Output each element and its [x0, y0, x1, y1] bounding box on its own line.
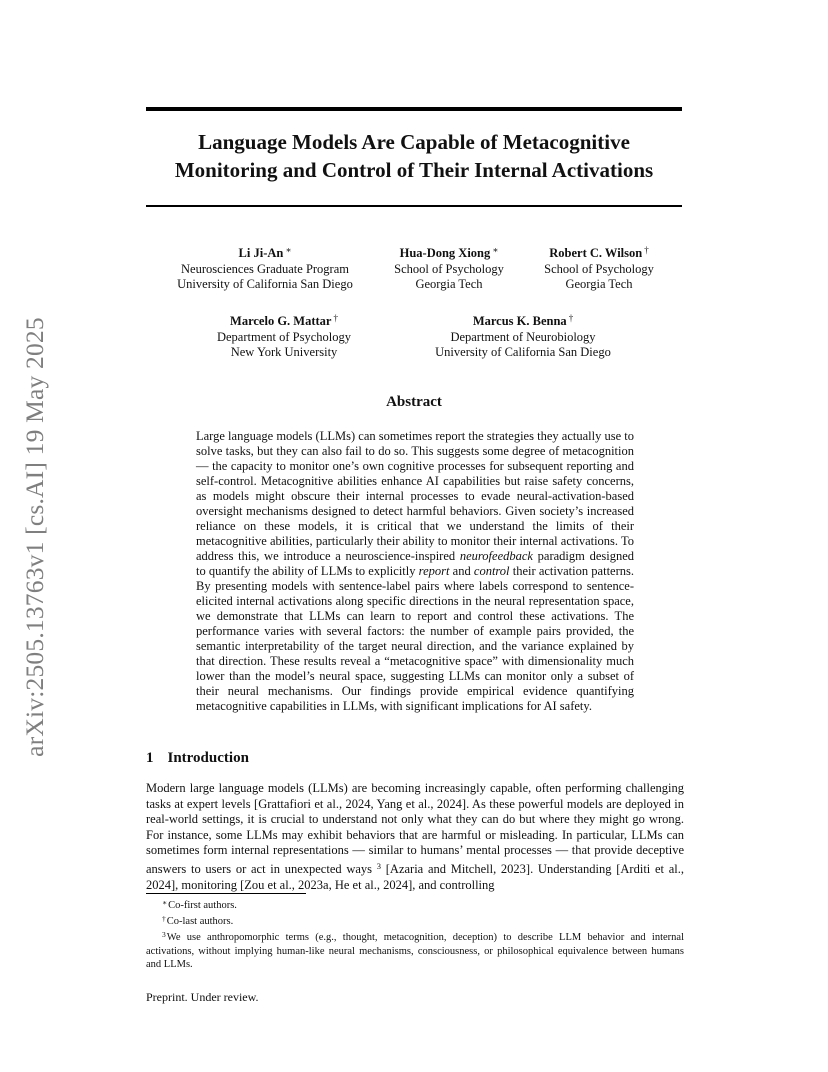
footnote-text: We use anthropomorphic terms (e.g., thought, metacognition, deception) to describe LLM behavior and internal activations, without implying human-like neural mechanisms, consciousness, or philosophical equivalence between humans and LLMs.	[146, 932, 684, 970]
section-heading-introduction	[146, 750, 249, 767]
author-department: Department of Psychology	[216, 329, 351, 344]
introduction-paragraph	[146, 781, 684, 893]
preprint-notice: Preprint. Under review.	[146, 990, 259, 1004]
title-line-1: Language Models Are Capable of Metacognitive	[198, 130, 630, 154]
abstract-part-3: and	[449, 564, 474, 578]
intro-text-1: Modern large language models (LLMs) are becoming increasingly capable, often performing challenging tasks at expert levels [Grattafiori et al., 2024, Yang et al., 2024]. As these powerful models are deployed in real-world settings, it is crucial to understand not only what they can do but where they might go wrong. For instance, some LLMs may exhibit behaviors that are harmful or misleading. In particular, LLMs can sometimes form internal representations — similar to humans’ mental processes — that provide deceptive answers to users or act in unexpected ways	[146, 781, 684, 876]
author-name: Robert C. Wilson	[549, 246, 643, 260]
paper-title	[146, 128, 682, 184]
footnote-rule	[146, 893, 306, 894]
author-institution: University of California San Diego	[177, 277, 353, 291]
author-department: Department of Neurobiology	[450, 329, 596, 344]
section-title: Introduction	[167, 750, 249, 766]
author-department: Neurosciences Graduate Program	[181, 261, 349, 276]
abstract-text	[196, 429, 634, 714]
title-top-rule	[146, 107, 682, 111]
author-mark: ∗	[285, 245, 292, 255]
section-number: 1	[146, 750, 154, 766]
footnote-co-first	[146, 896, 684, 912]
arxiv-stamp-text: arXiv:2505.13763v1 [cs.AI] 19 May 2025	[20, 317, 49, 757]
author-department: School of Psychology	[394, 261, 504, 276]
footnote-text: Co-last authors.	[166, 916, 234, 928]
author-mark: †	[333, 313, 338, 323]
author-mark: ∗	[492, 245, 499, 255]
title-bottom-rule	[146, 205, 682, 207]
abstract-part-4: their activation patterns. By presenting models with sentence-label pairs where labels correspond to sentence-elicited internal activations along specific directions in the neural representation space, we demonstrate that LLMs can learn to report and control these activations. The performance varies with several factors: the number of example pairs provided, the semantic interpretability of the target neural direction, and the variance explained by that direction. These results reveal a “metacognitive space” with dimensionality much lower than the model’s neural space, suggesting LLMs can monitor only a subset of their neural mechanisms. Our findings provide empirical evidence quantifying metacognitive capabilities in LLMs, with significant implications for AI safety.	[196, 564, 634, 713]
author-block-robert-c-wilson	[528, 243, 670, 293]
abstract-part-2: paradigm designed to quantify the ability of LLMs to explicitly	[196, 549, 635, 578]
abstract-part-1: Large language models (LLMs) can sometimes report the strategies they actually use to solve tasks, but they can also fail to do so. This suggests some degree of metacognition — the capacity to monitor one’s own cognitive processes for subsequent reporting and self-control. Metacognitive abilities enhance AI capabilities but raise safety concerns, as models might obscure their internal processes to evade neural-activation-based oversight mechanisms designed to detect harmful behaviors. Given society’s increased reliance on these models, it is critical that we understand the limits of their metacognitive abilities, particularly their ability to monitor their internal activations. To address this, we introduce a neuroscience-inspired	[196, 429, 634, 563]
abstract-emphasis-control: control	[473, 564, 510, 578]
author-mark: †	[644, 245, 649, 255]
author-block-marcus-k-benna	[418, 311, 628, 361]
author-institution: Georgia Tech	[565, 277, 633, 291]
author-institution: New York University	[230, 345, 338, 359]
footnote-mark: ∗	[162, 898, 168, 907]
author-institution: Georgia Tech	[415, 277, 483, 291]
author-department: School of Psychology	[544, 261, 654, 276]
footnotes	[146, 896, 684, 971]
author-name: Marcelo G. Mattar	[230, 314, 332, 328]
author-mark: †	[568, 313, 574, 323]
arxiv-identifier-stamp	[12, 300, 58, 774]
intro-text-2: [Azaria and Mitchell, 2023]. Understanding [Arditi et al., 2024], monitoring [Zou et al., 2023a, He et al., 2024], and controlling	[146, 861, 684, 892]
author-name: Marcus K. Benna	[472, 314, 567, 328]
author-name: Hua-Dong Xiong	[399, 246, 491, 260]
footnote-co-last	[146, 912, 684, 928]
footnote-anthropomorphic	[146, 928, 684, 971]
author-block-li-ji-an	[160, 243, 370, 293]
footnote-text: Co-first authors.	[168, 900, 237, 911]
abstract-heading: Abstract	[386, 394, 442, 410]
footnote-mark: 3	[162, 930, 166, 940]
abstract-emphasis-report: report	[418, 564, 450, 578]
title-line-2: Monitoring and Control of Their Internal Activations	[174, 158, 654, 182]
footnote-reference[interactable]: 3	[376, 860, 382, 871]
abstract-emphasis-neurofeedback: neurofeedback	[459, 549, 533, 563]
author-block-marcelo-g-mattar	[196, 311, 372, 361]
footnote-mark: †	[162, 914, 166, 924]
author-name: Li Ji-An	[238, 246, 284, 260]
author-institution: University of California San Diego	[435, 345, 611, 359]
author-block-hua-dong-xiong	[376, 243, 522, 293]
